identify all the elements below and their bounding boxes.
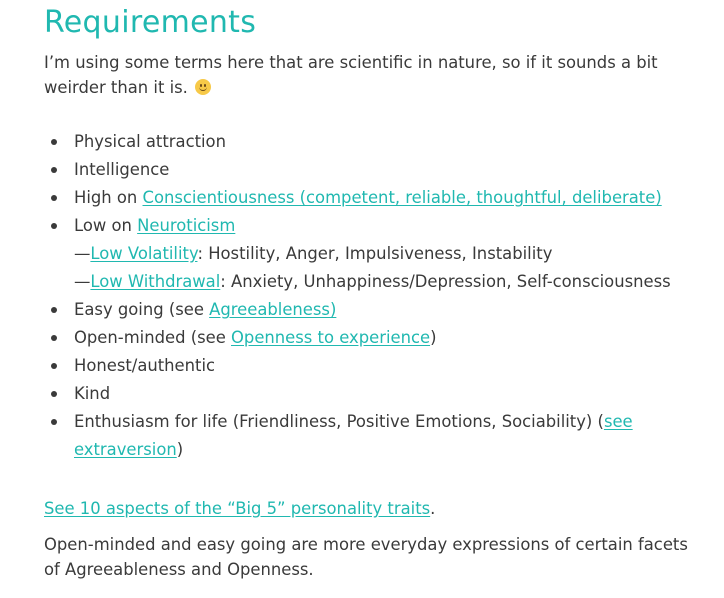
list-item-honest (74, 352, 684, 380)
extraversion-link[interactable]: see extraversion (74, 412, 633, 459)
list-item-text: Physical attraction (74, 132, 226, 151)
big5-aspects-link[interactable]: See 10 aspects of the “Big 5” personality traits (44, 499, 431, 518)
slightly-smiling-face-icon (195, 79, 211, 95)
list-item-neuroticism (74, 212, 684, 296)
list-item-prefix: Low on (74, 216, 138, 235)
list-item-open-minded (74, 324, 684, 352)
list-item-conscientiousness (74, 184, 684, 212)
list-item-intelligence (74, 156, 684, 184)
em-dash: — (74, 244, 91, 263)
list-item-prefix: High on (74, 188, 143, 207)
section-heading: Requirements (44, 5, 257, 40)
list-item-prefix: Easy going (see (74, 300, 210, 319)
conscientiousness-link[interactable]: Conscientiousness (competent, reliable, thoughtful, deliberate) (142, 188, 662, 207)
list-item-easy-going (74, 296, 684, 324)
list-item-suffix: ) (430, 328, 437, 347)
sub-item-text: : Hostility, Anger, Impulsiveness, Instability (197, 244, 553, 263)
low-withdrawal-link[interactable]: Low Withdrawal (90, 272, 221, 291)
list-item-prefix: Enthusiasm for life (Friendliness, Positive Emotions, Sociability) ( (74, 412, 604, 431)
closing-paragraph: Open-minded and easy going are more everyday expressions of certain facets of Agreeableness and Openness. (44, 535, 688, 579)
list-item-prefix: Open-minded (see (74, 328, 232, 347)
list-item-enthusiasm (74, 408, 684, 464)
intro-paragraph (44, 50, 694, 100)
period: . (430, 499, 436, 518)
requirements-list (74, 128, 684, 464)
list-item-text: Honest/authentic (74, 356, 216, 375)
sub-item-withdrawal (74, 268, 684, 296)
agreeableness-link[interactable]: Agreeableness) (209, 300, 337, 319)
list-item-text: Kind (74, 384, 111, 403)
sub-item-text: : Anxiety, Unhappiness/Depression, Self-consciousness (220, 272, 671, 291)
em-dash: — (74, 272, 91, 291)
list-item-suffix: ) (176, 440, 184, 459)
big5-paragraph (44, 496, 435, 521)
intro-text: I’m using some terms here that are scientific in nature, so if it sounds a bit weirder than it is. (44, 53, 658, 97)
list-item-kind (74, 380, 684, 408)
list-item-text: Intelligence (74, 160, 170, 179)
sub-item-volatility (74, 240, 684, 268)
openness-link[interactable]: Openness to experience (231, 328, 431, 347)
low-volatility-link[interactable]: Low Volatility (90, 244, 198, 263)
list-item-physical-attraction (74, 128, 684, 156)
neuroticism-link[interactable]: Neuroticism (137, 216, 236, 235)
